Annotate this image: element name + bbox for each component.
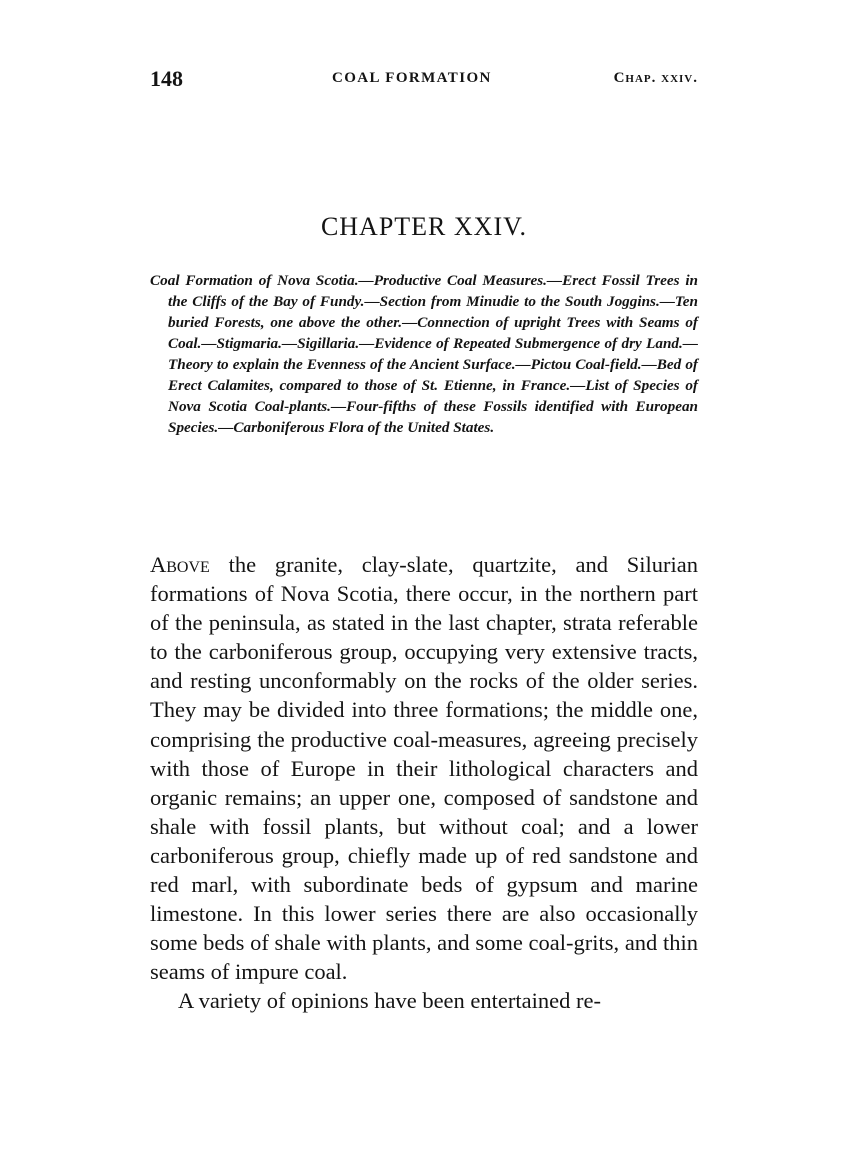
chapter-synopsis: Coal Formation of Nova Scotia.—Productive Coal Measures.—Erect Fossil Trees in the Cliffs of the Bay of Fundy.—Section from Minudie to the South Joggins.—Ten buried Forests, one above the other.—Connection of upright Trees with Seams of Coal.—Stigmaria.—Sigillaria.—Evidence of Repeated Submergence of dry Land.—Theory to explain the Evenness of the Ancient Surface.—Pictou Coal-field.—Bed of Erect Calamites, compared to those of St. Etienne, in France.—List of Species of Nova Scotia Coal-plants.—Four-fifths of these Fossils identified with European Species.—Carboniferous Flora of the United States. bbox=[150, 272, 698, 436]
body-text bbox=[150, 550, 698, 1016]
chapter-title: CHAPTER XXIV. bbox=[320, 212, 528, 241]
page-number: 148 bbox=[150, 66, 183, 91]
paragraph-text: the granite, clay-slate, quartzite, and Silurian formations of Nova Scotia, there occur, in the northern part of the peninsula, as stated in the last chapter, strata referable to the carboniferous group, occupying very extensive tracts, and resting unconformably on the rocks of the older series. They may be divided into three formations; the middle one, comprising the productive coal-measures, agreeing precisely with those of Europe in their lithological characters and organic remains; an upper one, composed of sandstone and shale with fossil plants, but without coal; and a lower carboniferous group, chiefly made up of red sandstone and red marl, with subordinate beds of gypsum and marine limestone. In this lower series there are also occasionally some beds of shale with plants, and some coal-grits, and thin seams of impure coal. bbox=[150, 552, 698, 985]
paragraph bbox=[150, 550, 698, 986]
running-head bbox=[150, 66, 698, 96]
running-chapter: Chap. xxiv. bbox=[613, 70, 698, 86]
paragraph-lead: Above bbox=[150, 552, 210, 577]
running-title: COAL FORMATION bbox=[332, 70, 492, 86]
book-page bbox=[150, 66, 698, 1014]
paragraph bbox=[150, 986, 698, 1015]
paragraph-text: A variety of opinions have been entertained re- bbox=[178, 988, 601, 1014]
